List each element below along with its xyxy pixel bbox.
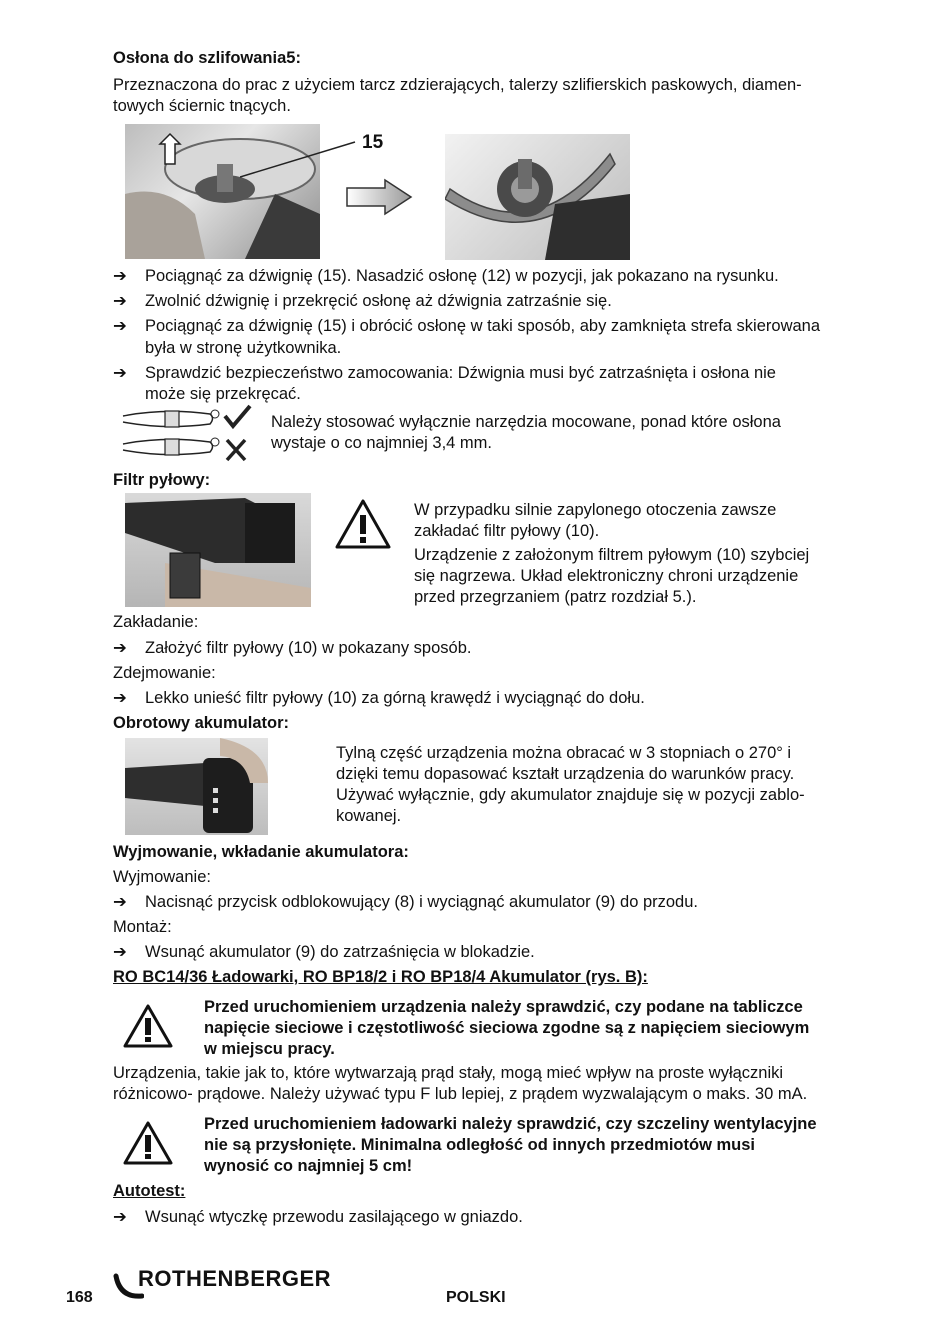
warning-triangle-icon xyxy=(334,498,392,550)
section-heading-battery: Wyjmowanie, wkładanie akumulatora: xyxy=(113,843,409,861)
list-item-continuation: może się przekręcać. xyxy=(145,385,301,403)
section-heading-autotest: Autotest: xyxy=(113,1182,186,1200)
list-item: ➔ Wsunąć wtyczkę przewodu zasilającego w gniazdo. xyxy=(113,1208,523,1226)
callout-line xyxy=(240,132,370,182)
bullet-arrow-icon: ➔ xyxy=(113,893,127,911)
tool-note-line2: wystaje o co najmniej 3,4 mm. xyxy=(271,434,493,452)
section-heading-filter: Filtr pyłowy: xyxy=(113,471,211,489)
bullet-arrow-icon: ➔ xyxy=(113,364,127,382)
rotating-text-line1: Tylną część urządzenia można obracać w 3 stopniach o 270° i xyxy=(336,744,792,762)
page-number: 168 xyxy=(66,1289,93,1306)
filter-warning-line1: W przypadku silnie zapylonego otoczenia zawsze xyxy=(414,501,777,519)
filter-info-line1: Urządzenie z założonym filtrem pyłowym (10) szybciej xyxy=(414,546,810,564)
charger-warning1-line1: Przed uruchomieniem urządzenia należy sprawdzić, czy podane na tabliczce xyxy=(204,998,803,1016)
tool-wrong-diagram xyxy=(123,438,219,455)
list-item: ➔ Założyć filtr pyłowy (10) w pokazany sposób. xyxy=(113,639,472,657)
dust-filter-illustration xyxy=(125,493,311,607)
check-icon xyxy=(225,406,250,426)
warning-triangle-icon xyxy=(122,1120,174,1166)
shield-mount-photo-right xyxy=(445,134,630,260)
warning-triangle-icon xyxy=(122,1003,174,1049)
bullet-arrow-icon: ➔ xyxy=(113,292,127,310)
section-heading-charger: RO BC14/36 Ładowarki, RO BP18/2 i RO BP18/4 Akumulator (rys. B): xyxy=(113,968,648,986)
charger-warning2-line3: wynosić co najmniej 5 cm! xyxy=(204,1157,413,1175)
rotating-text-line3: Używać wyłącznie, gdy akumulator znajduje się w pozycji zablo- xyxy=(336,786,805,804)
cross-icon xyxy=(227,440,245,460)
list-item: ➔ Sprawdzić bezpieczeństwo zamocowania: Dźwignia musi być zatrzaśnięta i osłona nie xyxy=(113,364,776,382)
list-item: ➔ Pociągnąć za dźwignię (15) i obrócić osłonę w taki sposób, aby zamknięta strefa skierowana xyxy=(113,317,821,335)
shield-intro-line1: Przeznaczona do prac z użyciem tarcz zdzierających, talerzy szlifierskich paskowych, diamen- xyxy=(113,76,802,94)
rotating-text-line2: dzięki temu dopasować kształt urządzenia do warunków pracy. xyxy=(336,765,795,783)
battery-mount-label: Montaż: xyxy=(113,918,172,936)
dust-filter-photo xyxy=(125,493,311,607)
list-item: ➔ Wsunąć akumulator (9) do zatrzaśnięcia w blokadzie. xyxy=(113,943,535,961)
callout-number: 15 xyxy=(362,132,384,153)
bullet-arrow-icon: ➔ xyxy=(113,639,127,657)
bullet-arrow-icon: ➔ xyxy=(113,943,127,961)
tool-correct-diagram xyxy=(123,410,219,427)
charger-warning2-line2: nie są przysłonięte. Minimalna odległość od innych przedmiotów musi xyxy=(204,1136,756,1154)
bullet-arrow-icon: ➔ xyxy=(113,267,127,285)
right-arrow-icon xyxy=(345,178,413,216)
list-item: ➔ Nacisnąć przycisk odblokowujący (8) i wyciągnąć akumulator (9) do przodu. xyxy=(113,893,698,911)
charger-paragraph-line1: Urządzenia, takie jak to, które wytwarzają prąd stały, mogą mieć wpływ na proste wyłączniki xyxy=(113,1064,784,1082)
shield-intro-line2: towych ściernic tnących. xyxy=(113,97,291,115)
rotating-battery-photo xyxy=(125,738,268,835)
charger-warning2-line1: Przed uruchomieniem ładowarki należy sprawdzić, czy szczeliny wentylacyjne xyxy=(204,1115,817,1133)
brand-logo: ROTHENBERGER xyxy=(138,1266,332,1291)
battery-remove-label: Wyjmowanie: xyxy=(113,868,211,886)
rotating-battery-illustration xyxy=(125,738,268,835)
filter-info-line3: przed przegrzaniem (patrz rozdział 5.). xyxy=(414,588,697,606)
list-item-continuation: była w stronę użytkownika. xyxy=(145,339,342,357)
list-item: ➔ Pociągnąć za dźwignię (15). Nasadzić osłonę (12) w pozycji, jak pokazano na rysunku. xyxy=(113,267,779,285)
filter-mount-label: Zakładanie: xyxy=(113,613,199,631)
rotating-text-line4: kowanej. xyxy=(336,807,402,825)
list-item: ➔ Lekko unieść filtr pyłowy (10) za górną krawędź i wyciągnąć do dołu. xyxy=(113,689,645,707)
footer-language: POLSKI xyxy=(446,1289,506,1306)
bullet-arrow-icon: ➔ xyxy=(113,689,127,707)
grinder-guard-illustration xyxy=(445,134,630,260)
bullet-arrow-icon: ➔ xyxy=(113,317,127,335)
filter-warning-line2: zakładać filtr pyłowy (10). xyxy=(414,522,600,540)
tool-fit-diagram xyxy=(115,404,255,466)
charger-warning1-line3: w miejscu pracy. xyxy=(204,1040,335,1058)
filter-remove-label: Zdejmowanie: xyxy=(113,664,216,682)
list-item: ➔ Zwolnić dźwignię i przekręcić osłonę aż dźwignia zatrzaśnie się. xyxy=(113,292,612,310)
filter-info-line2: się nagrzewa. Układ elektroniczny chroni urządzenie xyxy=(414,567,799,585)
section-heading-shield: Osłona do szlifowania5: xyxy=(113,49,301,67)
section-heading-rotating: Obrotowy akumulator: xyxy=(113,714,290,732)
tool-note-line1: Należy stosować wyłącznie narzędzia mocowane, ponad które osłona xyxy=(271,413,781,431)
charger-paragraph-line2: różnicowo- prądowe. Należy używać typu F lub lepiej, z prądem wyzwalającym o maks. 30 mA. xyxy=(113,1085,808,1103)
bullet-arrow-icon: ➔ xyxy=(113,1208,127,1226)
charger-warning1-line2: napięcie sieciowe i częstotliwość sieciowa zgodne są z napięciem sieciowym xyxy=(204,1019,810,1037)
